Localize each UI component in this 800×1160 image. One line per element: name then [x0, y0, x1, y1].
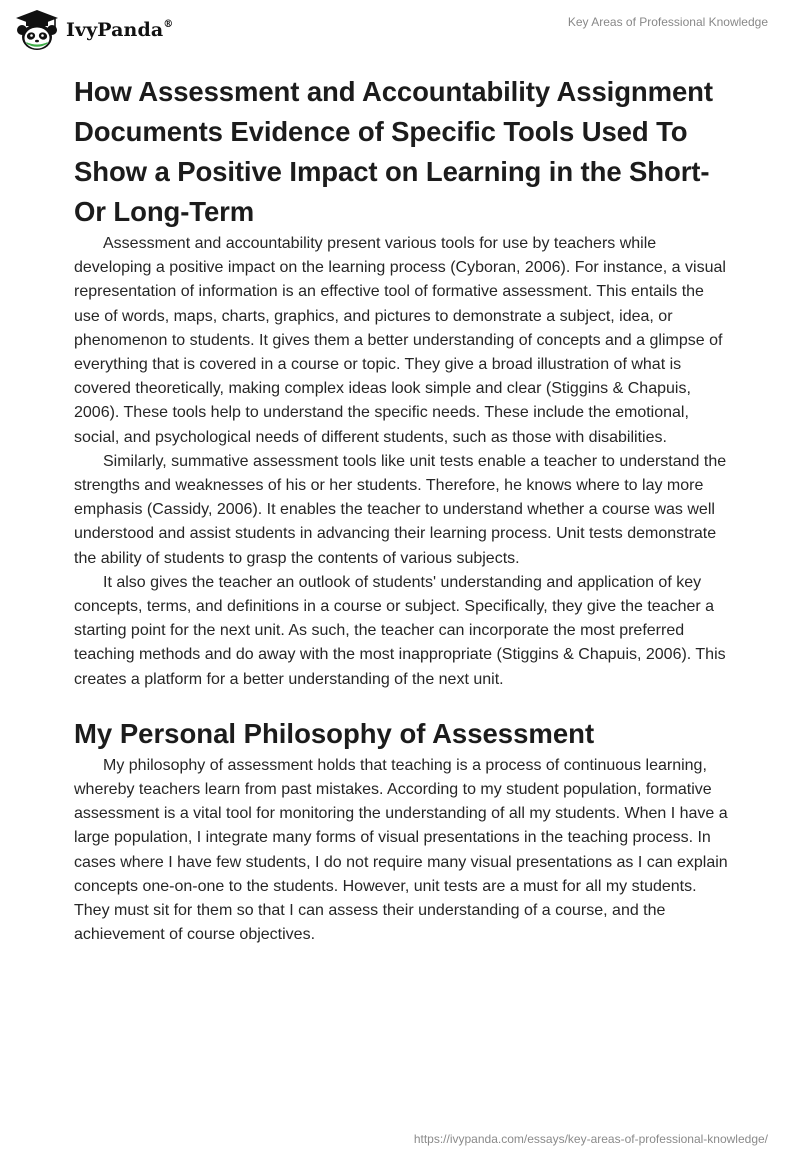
section-heading: My Personal Philosophy of Assessment — [74, 717, 595, 749]
paragraph: Similarly, summative assessment tools like unit tests enable a teacher to understand the strengths and weaknesses of his or her students. Therefore, he knows where to lay more emphasis (Cassidy, 2006). It enables the teacher to understand whether a course was well understood and assist students in advancing their learning process. Unit tests demonstrate the ability of students to grasp the contents of various subjects. — [74, 452, 727, 567]
logo[interactable] — [14, 9, 173, 51]
registered-mark: ® — [163, 18, 174, 30]
source-url[interactable]: https://ivypanda.com/essays/key-areas-of-professional-knowledge/ — [413, 1132, 768, 1146]
logo-wordmark: IvyPanda — [66, 19, 164, 41]
document-title: Key Areas of Professional Knowledge — [567, 15, 768, 29]
logo-text — [66, 19, 173, 41]
article-body — [74, 72, 734, 947]
page-header — [0, 0, 800, 60]
panda-graduation-cap-icon — [14, 9, 60, 51]
paragraph: Assessment and accountability present various tools for use by teachers while developing a positive impact on the learning process (Cyboran, 2006). For instance, a visual representation of information is an effective tool of formative assessment. This entails the use of words, maps, charts, graphics, and pictures to demonstrate a subject, idea, or phenomenon to students. It gives them a better understanding of concepts and a glimpse of everything that is covered in a course or topic. They give a broad illustration of what is covered theoretically, making complex ideas look simple and clear (Stiggins & Chapuis, 2006). These tools help to understand the specific needs. These include the emotional, social, and psychological needs of different students, such as those with disabilities. — [74, 235, 726, 446]
paragraph: It also gives the teacher an outlook of students' understanding and application of key concepts, terms, and definitions in a course or subject. Specifically, they give the teacher a starting point for the next unit. As such, the teacher can incorporate the most preferred teaching methods and do away with the most inappropriate (Stiggins & Chapuis, 2006). This creates a platform for a better understanding of the next unit. — [74, 573, 726, 688]
article-heading: How Assessment and Accountability Assignment Documents Evidence of Specific Tools Used To Show a Positive Impact on Learning in the Short- Or Long-Term — [74, 76, 713, 227]
paragraph: My philosophy of assessment holds that teaching is a process of continuous learning, whereby teachers learn from past mistakes. According to my student population, formative assessment is a vital tool for monitoring the understanding of all my students. When I have a large population, I integrate many forms of visual presentations in the teaching process. In cases where I have few students, I do not require many visual presentations as I can explain concepts one-on-one to the students. However, unit tests are a must for all my students. They must sit for them so that I can assess their understanding of a course, and the achievement of course objectives. — [74, 756, 728, 944]
